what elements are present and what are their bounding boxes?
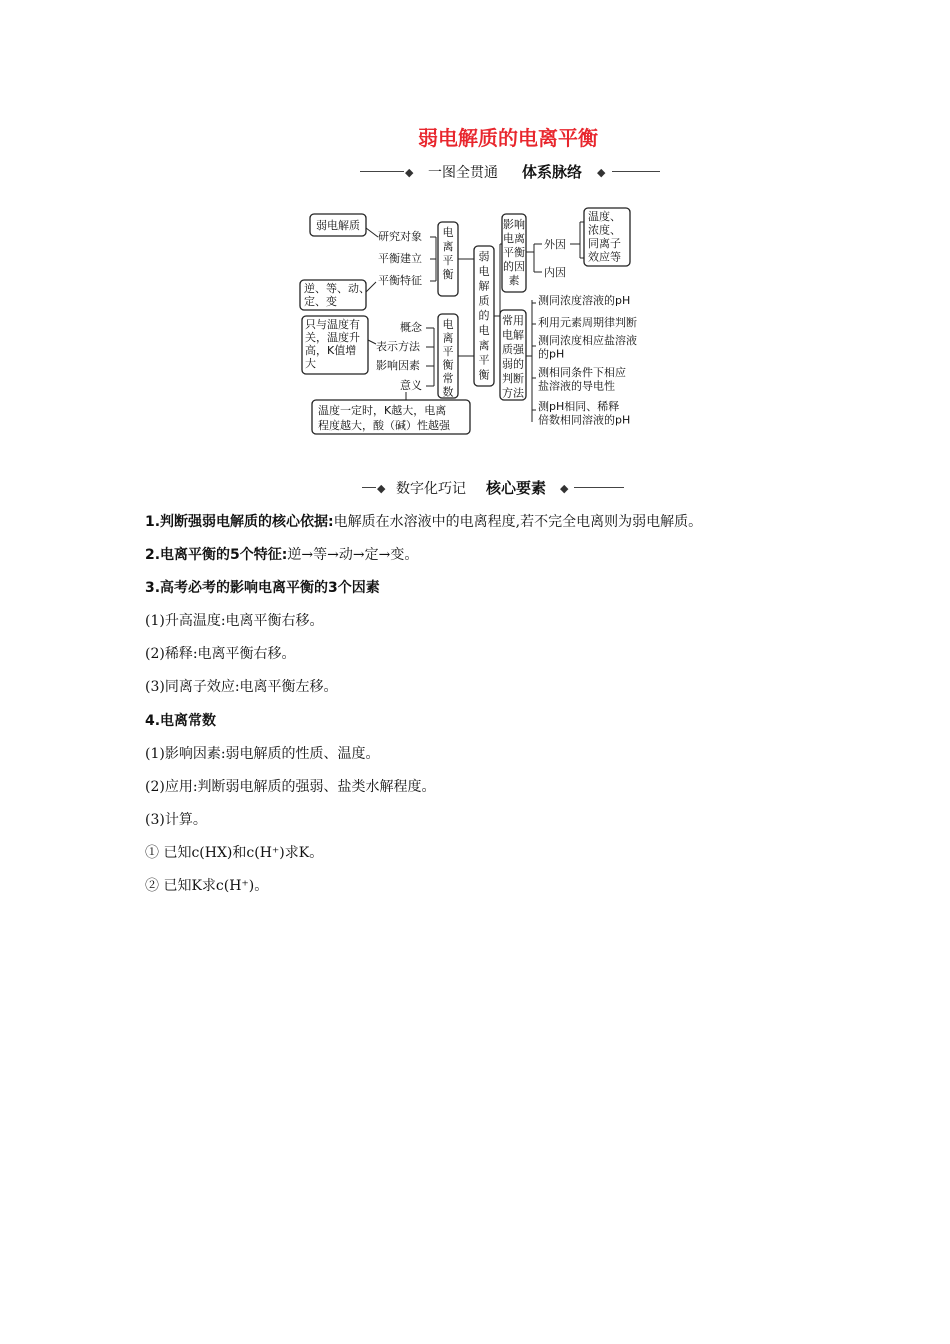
ionization-constant-text: 平 bbox=[442, 345, 454, 358]
ionization-equilibrium-text: 衡 bbox=[442, 268, 454, 281]
banner-line-right bbox=[574, 487, 624, 488]
methods-text: 常用 bbox=[502, 314, 524, 327]
external-label: 外因 bbox=[544, 238, 566, 251]
meaning-note-text: 温度一定时，K越大，电离 bbox=[318, 404, 447, 417]
diamond-icon: ◆ bbox=[597, 166, 606, 179]
central-topic-text: 电 bbox=[478, 264, 490, 278]
point-4-item: (2)应用:判断弱电解质的强弱、盐类水解程度。 bbox=[145, 779, 436, 795]
external-list-text: 效应等 bbox=[588, 250, 621, 264]
central-topic-text: 电 bbox=[478, 324, 490, 337]
point-3-item: (2)稀释:电离平衡右移。 bbox=[145, 646, 296, 662]
ionization-constant-text: 电 bbox=[442, 318, 454, 331]
influence-factors-label: 影响因素 bbox=[376, 359, 420, 372]
constant-note-text: 大 bbox=[305, 357, 316, 370]
callout-line bbox=[368, 340, 376, 344]
method-item-text: 利用元素周期律判断 bbox=[538, 316, 637, 329]
point-2-body: 逆→等→动→定→变。 bbox=[287, 547, 419, 563]
factors-text: 平衡 bbox=[503, 246, 525, 259]
banner-line-right bbox=[612, 171, 660, 172]
central-topic-text: 平 bbox=[478, 353, 490, 367]
section-banner-framework bbox=[360, 160, 660, 184]
point-4-heading: 4.电离常数 bbox=[145, 713, 217, 729]
equilibrium-features-label: 平衡特征 bbox=[378, 274, 422, 287]
factors-text: 电离 bbox=[503, 232, 525, 245]
point-1-heading: 1.判断强弱电解质的核心依据: bbox=[145, 514, 334, 530]
point-1-body: 电解质在水溶液中的电离程度,若不完全电离则为弱电解质。 bbox=[333, 514, 703, 530]
constant-note-text: 关，温度升 bbox=[305, 331, 360, 344]
external-list-text: 浓度、 bbox=[588, 223, 621, 237]
factors-text: 影响 bbox=[503, 218, 525, 231]
ionization-constant-text: 衡 bbox=[442, 358, 454, 372]
meaning-note-text: 程度越大，酸（碱）性越强 bbox=[318, 419, 450, 432]
method-item-text: 的pH bbox=[538, 347, 565, 361]
methods-text: 判断 bbox=[502, 372, 524, 385]
ionization-equilibrium-text: 平 bbox=[442, 254, 454, 267]
banner-line-left bbox=[360, 171, 404, 172]
central-topic-text: 解 bbox=[478, 279, 490, 293]
central-topic-text: 质 bbox=[478, 294, 490, 308]
ionization-equilibrium-text: 离 bbox=[442, 240, 454, 253]
central-topic-text: 弱 bbox=[478, 250, 490, 263]
point-1 bbox=[145, 512, 702, 532]
diamond-icon: ◆ bbox=[377, 482, 386, 495]
external-list-text: 同离子 bbox=[588, 237, 621, 250]
method-item-text: 测同浓度相应盐溶液 bbox=[538, 334, 637, 347]
method-item-text: 测同浓度溶液的pH bbox=[538, 294, 631, 307]
external-list-text: 温度、 bbox=[588, 210, 621, 223]
central-topic-text: 衡 bbox=[478, 368, 490, 382]
diamond-icon: ◆ bbox=[560, 482, 569, 495]
features-text: 定、变 bbox=[304, 295, 337, 308]
banner-prefix: 数字化巧记 bbox=[396, 481, 466, 497]
point-4-item: (1)影响因素:弱电解质的性质、温度。 bbox=[145, 746, 380, 762]
equilibrium-established-label: 平衡建立 bbox=[378, 252, 422, 265]
methods-text: 方法 bbox=[502, 386, 524, 400]
central-topic-text: 的 bbox=[478, 309, 490, 323]
internal-label: 内因 bbox=[544, 266, 566, 279]
banner-main: 核心要素 bbox=[486, 479, 547, 497]
factors-text: 的因 bbox=[503, 260, 525, 273]
method-item-text: 盐溶液的导电性 bbox=[538, 379, 615, 393]
banner-line-left bbox=[362, 487, 376, 488]
expression-label: 表示方法 bbox=[376, 340, 420, 353]
calc-item: ① 已知c(HX)和c(H⁺)求K。 bbox=[145, 845, 324, 861]
constant-note-text: 只与温度有 bbox=[305, 318, 360, 331]
research-object-label: 研究对象 bbox=[378, 230, 422, 243]
method-item-text: 倍数相同溶液的pH bbox=[538, 413, 631, 427]
concept-label: 概念 bbox=[400, 321, 422, 334]
meaning-label: 意义 bbox=[400, 379, 422, 392]
methods-text: 弱的 bbox=[502, 357, 524, 371]
diamond-icon: ◆ bbox=[405, 166, 414, 179]
methods-text: 电解 bbox=[502, 328, 524, 342]
method-item-text: 测pH相同、稀释 bbox=[538, 400, 620, 413]
point-4-item: (3)计算。 bbox=[145, 812, 207, 828]
method-item-text: 测相同条件下相应 bbox=[538, 366, 626, 379]
features-text: 逆、等、动、 bbox=[304, 282, 370, 295]
point-3-heading: 3.高考必考的影响电离平衡的3个因素 bbox=[145, 580, 380, 596]
point-2 bbox=[145, 545, 418, 565]
section-banner-key-points bbox=[362, 476, 662, 500]
constant-note-text: 高，K值增 bbox=[305, 344, 357, 357]
banner-main: 体系脉络 bbox=[522, 163, 583, 181]
weak-electrolyte-label: 弱电解质 bbox=[316, 219, 360, 232]
point-3-item: (1)升高温度:电离平衡右移。 bbox=[145, 613, 324, 629]
page-title: 弱电解质的电离平衡 bbox=[418, 126, 598, 150]
ionization-constant-text: 离 bbox=[442, 331, 454, 345]
calc-item: ② 已知K求c(H⁺)。 bbox=[145, 878, 269, 894]
banner-prefix: 一图全贯通 bbox=[428, 165, 498, 181]
ionization-equilibrium-text: 电 bbox=[442, 226, 454, 239]
callout-line bbox=[366, 228, 378, 237]
concept-diagram bbox=[298, 200, 660, 440]
point-2-heading: 2.电离平衡的5个特征: bbox=[145, 547, 288, 563]
methods-text: 质强 bbox=[502, 343, 524, 356]
ionization-constant-text: 数 bbox=[442, 385, 454, 399]
ionization-constant-text: 常 bbox=[442, 372, 454, 385]
factors-text: 素 bbox=[508, 274, 520, 287]
point-3-item: (3)同离子效应:电离平衡左移。 bbox=[145, 679, 338, 695]
central-topic-text: 离 bbox=[478, 338, 490, 352]
